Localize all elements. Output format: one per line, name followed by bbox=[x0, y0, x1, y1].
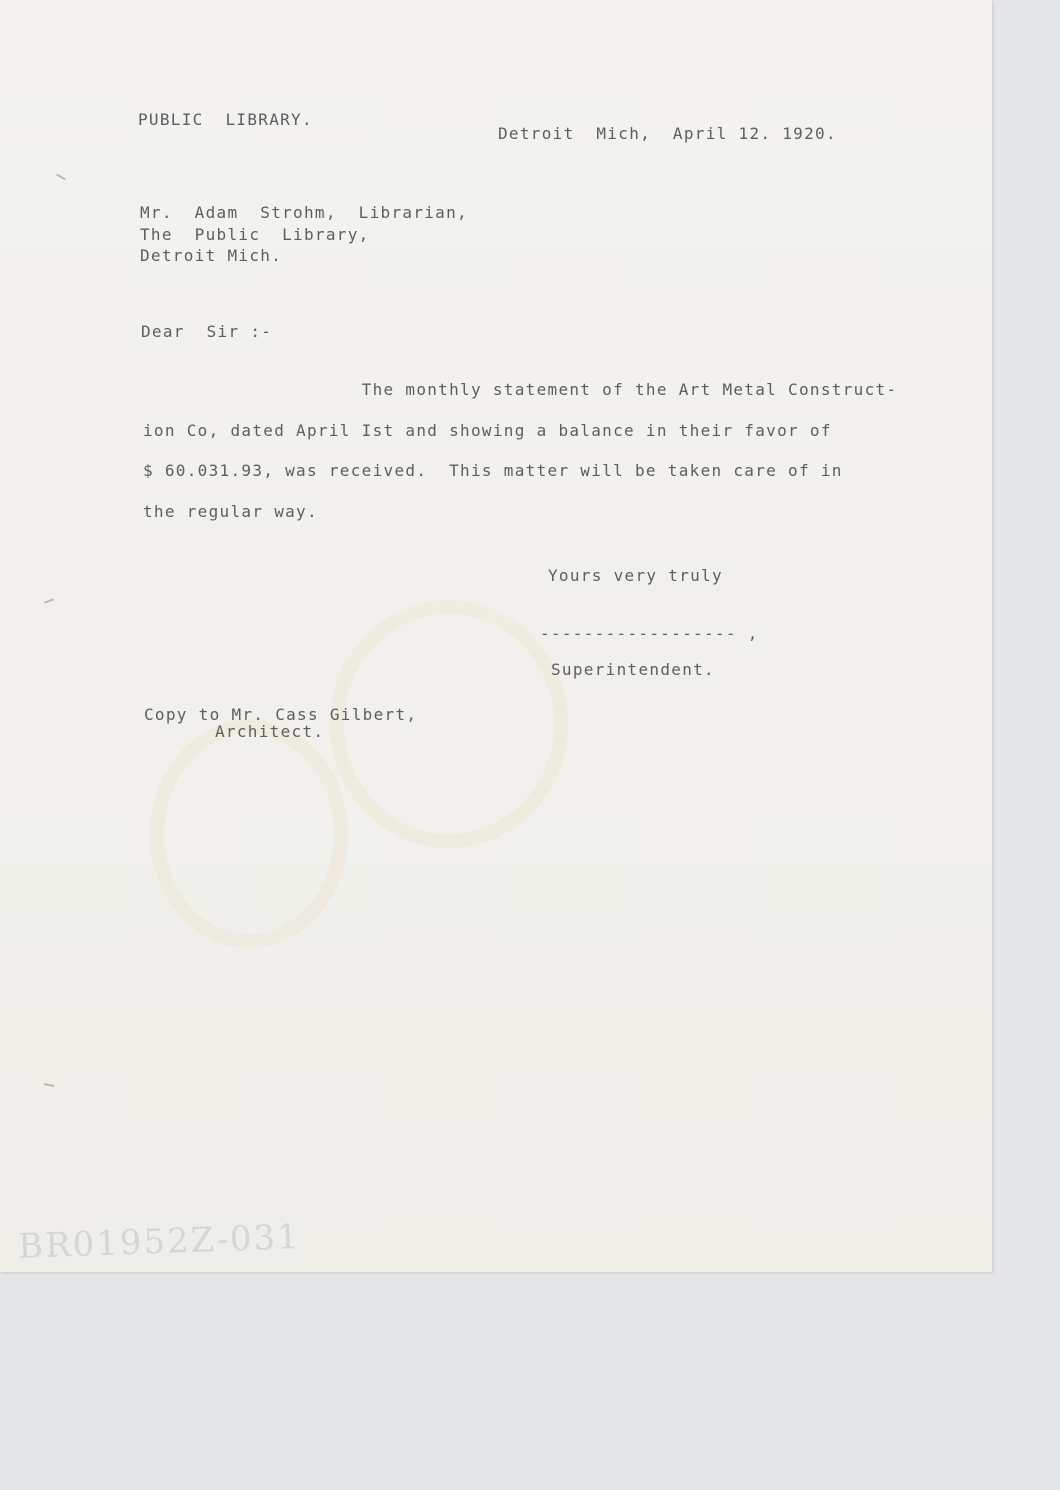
signature-line: ------------------ , bbox=[540, 624, 759, 643]
body-line: the regular way. bbox=[143, 501, 318, 521]
paper-mark bbox=[56, 174, 66, 181]
salutation: Dear Sir :- bbox=[141, 322, 273, 341]
letterhead: PUBLIC LIBRARY. bbox=[138, 110, 313, 129]
body-line: $ 60.031.93, was received. This matter will be taken care of in bbox=[143, 461, 843, 480]
copy-note-line: Architect. bbox=[215, 722, 325, 741]
archive-number: BR01952Z-031 bbox=[17, 1217, 302, 1267]
paper-stain bbox=[150, 720, 348, 948]
closing: Yours very truly bbox=[548, 566, 723, 585]
copy-note-line: Copy to Mr. Cass Gilbert, bbox=[144, 705, 418, 724]
date-line: Detroit Mich, April 12. 1920. bbox=[498, 124, 837, 143]
signature-title: Superintendent. bbox=[551, 660, 715, 679]
letter-body bbox=[143, 370, 903, 532]
recipient-line: The Public Library, bbox=[140, 225, 370, 244]
body-line: ion Co, dated April Ist and showing a balance in their favor of bbox=[143, 420, 832, 440]
paper-mark bbox=[44, 598, 54, 603]
paper-mark bbox=[44, 1083, 54, 1087]
paper-stain bbox=[330, 600, 568, 848]
body-line: The monthly statement of the Art Metal Construct- bbox=[143, 380, 898, 399]
recipient-line: Detroit Mich. bbox=[140, 246, 283, 265]
recipient-line: Mr. Adam Strohm, Librarian, bbox=[140, 203, 468, 222]
